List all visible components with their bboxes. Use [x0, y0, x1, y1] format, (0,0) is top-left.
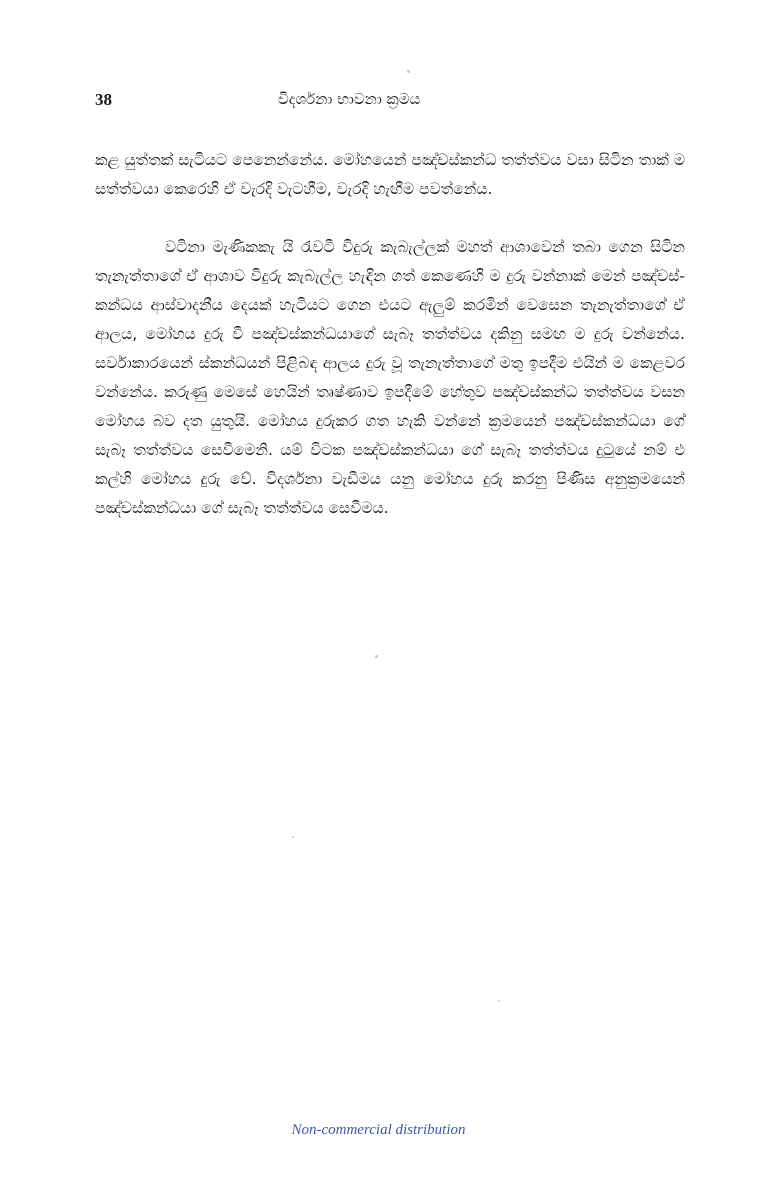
running-title: විදර්ශනා භාවනා ක්‍රමය: [278, 90, 421, 108]
distribution-notice: Non-commercial distribution: [291, 1122, 466, 1138]
scan-speck: [375, 655, 378, 658]
scan-speck: [407, 70, 410, 73]
scan-speck: [498, 1000, 500, 1002]
scan-speck: [292, 836, 294, 838]
paragraph-1: කළ යුත්තක් සැටියට පෙනෙන්නේය. මෝහයෙන් පඤ්චස්කන්ධ තත්ත්වය වසා සිටින තාක් ම සත්ත්වයා කෙරෙහි ඒ වැරදි වැටහීම, වැරදි හැඟීම පවත්නේය.: [95, 151, 685, 198]
paragraph-2: වටිනා මැණිකකැ යි රැවටී විදුරු කැබැල්ලක් මහත් ආශාවෙන් තබා ගෙන සිටින තැනැත්තාගේ ඒ ආශාව විදුරු කැබැල්ල හැඳින ගත් කෙණෙහි ම දුරු වන්නාක් මෙන් පඤ්චස්-කන්ධය ආස්වාදනීය දෙයක් හැටියට ගෙන එයට ඇලුම් කරමින් වෙසෙන තැනැත්තාගේ ඒ ආලය, මෝහය දුරු වී පඤ්චස්කන්ධයාගේ සැබෑ තත්ත්වය දකිනු සමඟ ම දුරු වන්නේය. සර්වාකාරයෙන් ස්කන්ධයන් පිළිබඳ ආලය දුරු වූ තැනැත්තාගේ මතු ඉපදීම එයින් ම කෙළවර වන්නේය. කරුණු මෙසේ හෙයින් තෘෂ්ණාව ඉපදීමේ හේතුව පඤ්චස්කන්ධ තත්ත්වය වසන මෝහය බව දත යුතුයි. මෝහය දුරුකර ගත හැකි වන්නේ ක්‍රමයෙන් පඤ්චස්කන්ධයා ගේ සැබෑ තත්ත්වය සෙවීමෙනි. යම් විටක පඤ්චස්කන්ධයා ගේ සැබෑ තත්ත්වය දුටුයේ නම් එ කල්හි මෝහය දුරු වේ. විදර්ශනා වැඩීමය යනු මෝහය දුරු කරනු පිණිස අනුක්‍රමයෙන් පඤ්චස්කන්ධයා ගේ සැබෑ තත්ත්වය සෙවීමය.: [95, 238, 685, 517]
page-number: 38: [95, 90, 112, 109]
